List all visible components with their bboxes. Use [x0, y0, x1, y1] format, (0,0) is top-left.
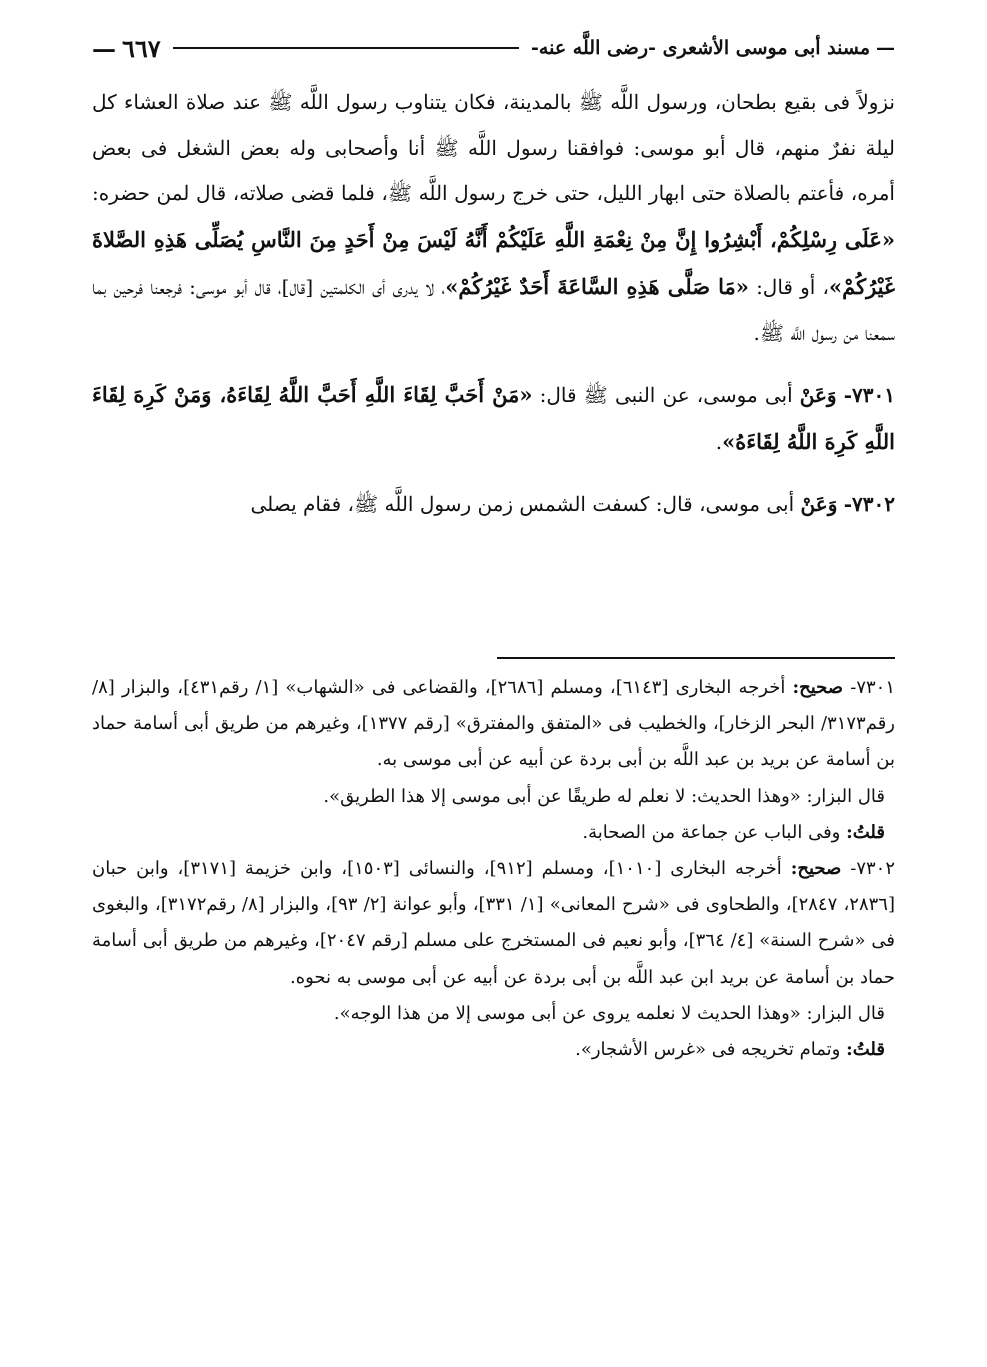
footnote-text: أخرجه البخارى [٦١٤٣]، ومسلم [٢٦٨٦]، والقضاعى فى «الشهاب» [١/ رقم٤٣١]، والبزار [٨/ رقم٣١٧٣/ البحر الزخار]، والخطيب فى «المتفق والمفترق» [رقم ١٣٧٧]، وغيرهم من طريق أبى أسامة حماد بن أسامة عن بريد بن عبد اللَّه بن أبى بردة عن أبيه عن أبى موسى به.: [92, 677, 895, 771]
hadith-number: ٧٣٠٢-: [843, 491, 895, 516]
footnote-bazzar: قال البزار: «وهذا الحديث لا نعلمه يروى عن أبى موسى إلا من هذا الوجه».: [333, 1002, 885, 1024]
footnote-bazzar: قال البزار: «وهذا الحديث: لا نعلم له طريقًا عن أبى موسى إلا هذا الطريق».: [323, 785, 885, 807]
continuation-text-2: ، أو قال:: [748, 274, 829, 299]
prophetic-quote-2: «مَا صَلَّى هَذِهِ السَّاعَةَ أَحَدٌ غَيْرُكُمْ»: [445, 273, 749, 299]
footnote-7302: [92, 851, 895, 996]
footnote-text: أخرجه البخارى [١٠١٠]، ومسلم [٩١٢]، والنسائى [١٥٠٣]، وابن خزيمة [٣١٧١]، وابن حبان [٢٨٣٦، ٢٨٤٧]، والطحاوى فى «شرح المعانى» [١/ ٣٣١]، وأبو عوانة [٢/ ٩٣]، والبزار [٨/ رقم٣١٧٢]، والبغوى فى «شرح السنة» [٤/ ٣٦٤]، وأبو نعيم فى المستخرج على مسلم [رقم ٢٠٤٧]، وغيرهم من طريق أبى أسامة حماد بن أسامة عن بريد ابن عبد اللَّه بن أبى بردة عن أبيه عن أبى موسى به نحوه.: [92, 858, 895, 988]
footnote-grade: صحيح:: [790, 858, 842, 880]
hadith-end: .: [715, 429, 723, 454]
running-title: [523, 37, 895, 59]
hadith-prefix: وَعَنْ: [799, 383, 837, 408]
hadith-prefix: وَعَنْ: [800, 491, 838, 516]
page-number-dash: —: [92, 33, 116, 63]
continuation-text-1: نزولاً فى بقيع بطحان، ورسول اللَّه ﷺ بالمدينة، فكان يتناوب رسول اللَّه ﷺ عند صلاة العشاء كل ليلة نفرٌ منهم، قال أبو موسى: فوافقنا رسول اللَّه ﷺ أنا وأصحابى وله بعض الشغل فى بعض أمره، فأعتم بالصلاة حتى ابهار الليل، حتى خرج رسول اللَّه ﷺ، فلما قضى صلاته، قال لمن حضره:: [92, 90, 895, 206]
running-title-text: مسند أبى موسى الأشعرى -رضى اللَّه عنه-: [531, 37, 870, 59]
footnote-grade: صحيح:: [792, 677, 844, 698]
header-dash: —: [876, 37, 895, 59]
footnote-7301: [92, 670, 895, 779]
hadith-text: أبى موسى، قال: كسفت الشمس زمن رسول اللَّه ﷺ، فقام يصلى: [250, 491, 801, 516]
hadith-7302: [92, 482, 895, 528]
footnotes: [92, 670, 895, 1068]
hadith-text: أبى موسى، عن النبى ﷺ قال:: [532, 383, 800, 408]
continuation-text-3: ، لا يدرى أى الكلمتين [قال]، قال أبو موسى: فرجعنا فرحين بما سمعنا من رسول اللَّه ﷺ.: [92, 274, 895, 345]
footnote-qultu: [92, 815, 895, 851]
qultu-text: وتمام تخريجه فى «غرس الأشجار».: [575, 1039, 847, 1061]
hadith-quote: «مَنْ أَحَبَّ لِقَاءَ اللَّهِ أَحَبَّ اللَّهُ لِقَاءَهُ، وَمَنْ كَرِهَ لِقَاءَ اللَّهِ كَرِهَ اللَّهُ لِقَاءَهُ»: [92, 382, 895, 454]
qultu-label: قلتُ:: [846, 1039, 885, 1061]
footnote-qultu: [92, 1032, 895, 1068]
footnote-number: ٧٣٠١-: [850, 677, 895, 698]
running-header: [92, 28, 895, 68]
paragraph-gap: [92, 356, 895, 372]
page-number: [92, 34, 169, 63]
main-text: [92, 80, 895, 527]
footnote-number: ٧٣٠٢-: [850, 858, 895, 880]
paragraph-gap: [92, 466, 895, 482]
footnote-separator: [497, 657, 895, 659]
page-number-text: ٦٦٧: [122, 33, 161, 63]
hadith-7301: [92, 372, 895, 465]
paragraph-continuation: [92, 80, 895, 356]
qultu-text: وفى الباب عن جماعة من الصحابة.: [582, 821, 847, 843]
prophetic-quote-1: «عَلَى رِسْلِكُمْ، أَبْشِرُوا إِنَّ مِنْ نِعْمَةِ اللَّهِ عَلَيْكُمْ أَنَّهُ لَيْسَ مِنْ أَحَدٍ مِنَ النَّاسِ يُصَلِّى هَذِهِ الصَّلاةَ غَيْرُكُمْ»: [92, 227, 895, 299]
hadith-number: ٧٣٠١-: [843, 383, 896, 408]
qultu-label: قلتُ:: [846, 821, 885, 843]
header-rule: [173, 47, 519, 49]
